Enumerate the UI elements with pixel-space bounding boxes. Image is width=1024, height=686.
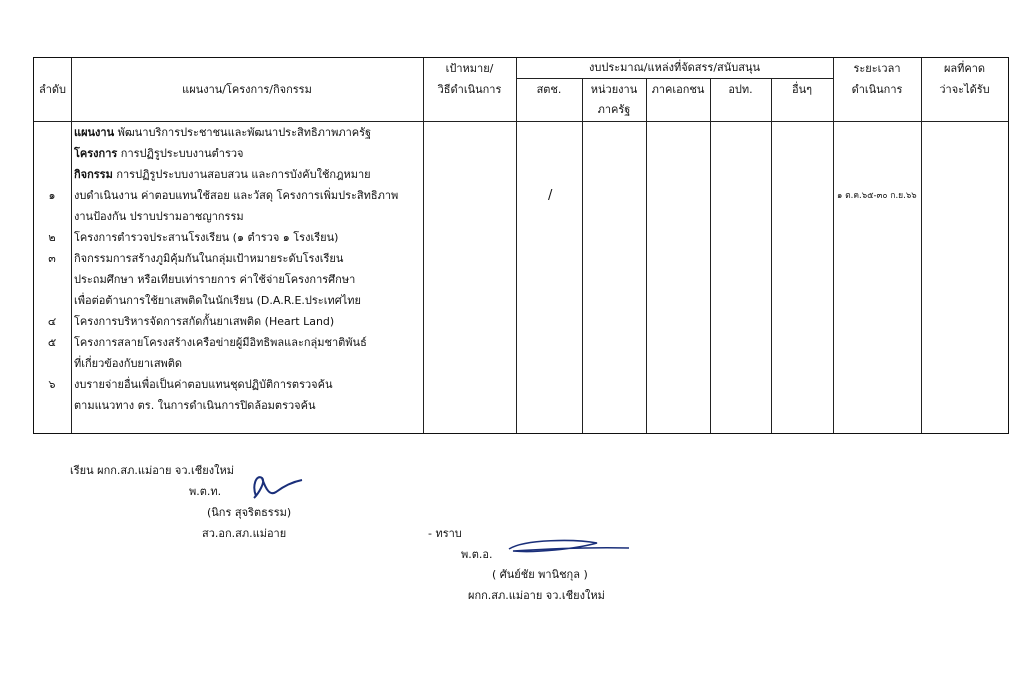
item-line: งบรายจ่ายอื่นเพื่อเป็นค่าตอบแทนชุดปฏิบัติการตรวจค้น [74,378,333,391]
row-number: ๕ [47,336,57,349]
right-rank: พ.ต.อ. [461,548,493,561]
row-number: ๒ [48,231,56,244]
divider [710,78,711,433]
left-signer-position: สว.อก.สภ.แม่อาย [202,527,287,540]
divider [71,58,72,433]
header-budget-gov-2: ภาครัฐ [597,103,631,116]
divider [771,78,772,433]
right-signer-position: ผกก.สภ.แม่อาย จว.เชียงใหม่ [468,589,605,602]
addressee-line: เรียน ผกก.สภ.แม่อาย จว.เชียงใหม่ [70,464,234,477]
divider [833,58,834,433]
header-period-2: ดำเนินการ [851,83,903,96]
header-no: ลำดับ [38,83,67,96]
header-target: เป้าหมาย/ [445,62,494,75]
item-line: โครงการสลายโครงสร้างเครือข่ายผู้มีอิทธิพลและกลุ่มชาติพันธ์ [74,336,367,349]
item-line: ตามแนวทาง ตร. ในการดำเนินการปิดล้อมตรวจค้น [74,399,316,412]
budget-check-mark: / [548,188,553,203]
divider [516,78,833,79]
right-signature-icon [505,537,635,557]
header-budget-local: อปท. [728,83,753,96]
left-signer-name: (นิกร สุจริตธรรม) [207,506,292,519]
item-line: งบดำเนินงาน ค่าตอบแทนใช้สอย และวัสดุ โครงการเพิ่มประสิทธิภาพ [74,189,399,202]
period-value: ๑ ต.ค.๖๕-๓๐ ก.ย.๖๖ [837,191,917,201]
budget-table [33,57,1009,434]
item-line: โครงการบริหารจัดการสกัดกั้นยาเสพติด (Heart Land) [74,315,335,328]
item-line: ที่เกี่ยวข้องกับยาเสพติด [74,357,183,370]
header-result: ผลที่คาด [943,62,986,75]
acknowledge-note: - ทราบ [428,527,462,540]
row-number: ๔ [47,315,57,328]
divider [423,58,424,433]
header-budget: งบประมาณ/แหล่งที่จัดสรร/สนับสนุน [589,61,760,74]
row-number: ๖ [48,378,56,391]
divider [582,78,583,433]
header-target-2: วิธีดำเนินการ [437,83,502,96]
row-number: ๓ [48,252,56,265]
header-plan: แผนงาน/โครงการ/กิจกรรม [182,83,312,96]
left-signature-icon [248,468,308,502]
header-result-2: ว่าจะได้รับ [939,83,990,96]
header-budget-other: อื่นๆ [791,83,813,96]
header-budget-private: ภาคเอกชน [651,83,705,96]
item-line: เพื่อต่อต้านการใช้ยาเสพติดในนักเรียน (D.A.R.E.ประเทศไทย [74,294,361,307]
divider [646,78,647,433]
divider [516,58,517,433]
item-line: งานป้องกัน ปราบปรามอาชญากรรม [74,210,244,223]
left-rank: พ.ต.ท. [189,485,222,498]
item-line: ประถมศึกษา หรือเทียบเท่ารายการ ค่าใช้จ่ายโครงการศึกษา [74,273,356,286]
divider [921,58,922,433]
activity-line: กิจกรรม การปฏิรูประบบงานสอบสวน และการบังคับใช้กฎหมาย [74,168,371,181]
project-line: โครงการ การปฏิรูประบบงานตำรวจ [74,147,244,160]
row-number: ๑ [48,189,56,202]
plan-line: แผนงาน พัฒนาบริการประชาชนและพัฒนาประสิทธิภาพภาครัฐ [74,126,372,139]
item-line: กิจกรรมการสร้างภูมิคุ้มกันในกลุ่มเป้าหมายระดับโรงเรียน [74,252,344,265]
header-budget-police: สตช. [536,83,562,96]
header-budget-gov: หน่วยงาน [590,83,638,96]
item-line: โครงการตำรวจประสานโรงเรียน (๑ ตำรวจ ๑ โรงเรียน) [74,231,339,244]
header-period: ระยะเวลา [853,62,901,75]
right-signer-name: ( ศันย์ชัย พานิชกุล ) [492,568,588,581]
